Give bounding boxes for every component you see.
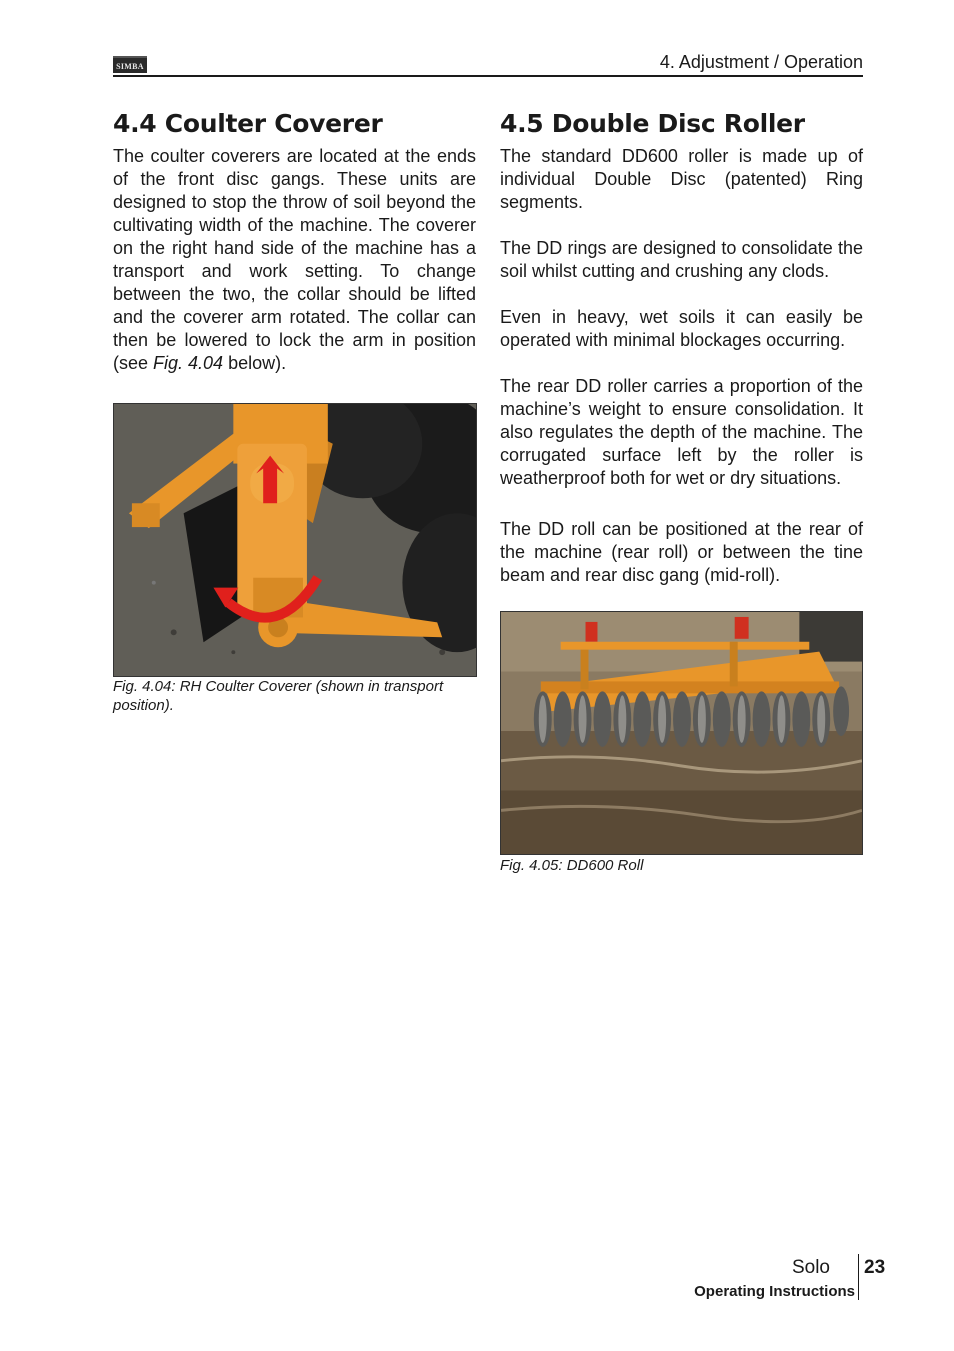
roller-paragraph-2: The DD rings are designed to consolidate the soil whilst cutting and crushing any clods. [500,238,863,281]
roller-paragraph-5: The DD roll can be positioned at the rear of the machine (rear roll) or between the tine beam and rear disc gang (mid-roll). [500,519,863,585]
figure-reference: Fig. 4.04 [153,353,224,373]
heading-double-disc-roller: 4.5 Double Disc Roller [500,109,805,138]
section-double-disc-roller [500,108,863,587]
footer-subtitle: Operating Instructions [694,1283,855,1300]
figure-4-04-caption: Fig. 4.04: RH Coulter Coverer (shown in transport position). [113,678,444,714]
roller-paragraph-1: The standard DD600 roller is made up of individual Double Disc (patented) Ring segments. [500,146,863,212]
section-coulter-coverer [113,108,476,375]
footer-product-name: Solo [791,1257,830,1278]
footer-page-number: 23 [864,1257,886,1278]
figure-dd600-roll-photo [500,611,863,855]
heading-coulter-coverer: 4.4 Coulter Coverer [113,109,383,138]
footer-divider [858,1254,859,1300]
coulter-coverer-paragraph: The coulter coverers are located at the ends of the front disc gangs. These units are designed to stop the throw of soil beyond the cultivating width of the machine. The coverer on the right hand side of the machine has a transport and work setting. To change between the two, the collar should be lifted and the coverer arm rotated. The collar can then be lowered to lock the arm in position (see Fig. 4.04 below). [113,146,476,373]
simba-logo: SIMBA [113,56,147,73]
figure-4-05-caption: Fig. 4.05: DD600 Roll [500,857,644,874]
figure-coulter-coverer-photo [113,403,477,677]
header-rule [113,75,863,77]
header-section-title: 4. Adjustment / Operation [659,52,863,72]
roller-paragraph-4: The rear DD roller carries a proportion of the machine’s weight to ensure consolidation. It also regulates the depth of the machine. The corrugated surface left by the roller is weatherproof both for wet or dry situations. [500,376,863,488]
roller-paragraph-3: Even in heavy, wet soils it can easily be operated with minimal blockages occurring. [500,307,863,350]
